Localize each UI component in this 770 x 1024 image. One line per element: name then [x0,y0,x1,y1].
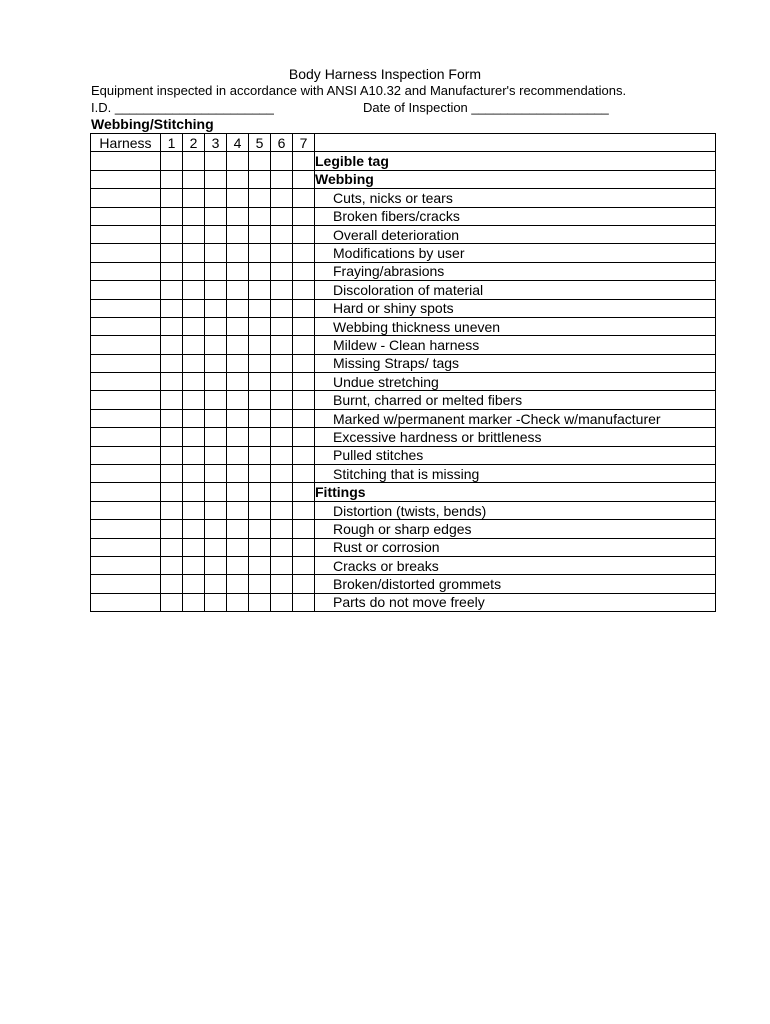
check-cell-6[interactable] [271,556,293,574]
check-cell-5[interactable] [249,593,271,611]
harness-cell[interactable] [91,593,161,611]
check-cell-5[interactable] [249,428,271,446]
check-cell-2[interactable] [183,373,205,391]
check-cell-2[interactable] [183,317,205,335]
table-row [91,428,716,446]
harness-cell[interactable] [91,483,161,501]
inspection-item-label: Cracks or breaks [315,556,716,574]
table-row [91,244,716,262]
header-col-7: 7 [293,134,315,152]
check-cell-2[interactable] [183,391,205,409]
harness-cell[interactable] [91,336,161,354]
check-cell-5[interactable] [249,556,271,574]
check-cell-6[interactable] [271,317,293,335]
harness-cell[interactable] [91,244,161,262]
check-cell-1[interactable] [161,373,183,391]
check-cell-5[interactable] [249,520,271,538]
inspection-item-label: Marked w/permanent marker -Check w/manufacturer [315,409,716,427]
harness-cell[interactable] [91,520,161,538]
check-cell-2[interactable] [183,244,205,262]
check-cell-7[interactable] [293,189,315,207]
check-cell-1[interactable] [161,446,183,464]
check-cell-5[interactable] [249,317,271,335]
check-cell-1[interactable] [161,593,183,611]
check-cell-4[interactable] [227,281,249,299]
check-cell-1[interactable] [161,391,183,409]
header-col-4: 4 [227,134,249,152]
check-cell-4[interactable] [227,189,249,207]
id-field: I.D. ______________________ [91,100,274,115]
check-cell-1[interactable] [161,225,183,243]
harness-cell[interactable] [91,409,161,427]
check-cell-6[interactable] [271,244,293,262]
check-cell-2[interactable] [183,556,205,574]
check-cell-5[interactable] [249,409,271,427]
check-cell-3[interactable] [205,446,227,464]
check-cell-6[interactable] [271,189,293,207]
inspection-item-label: Broken/distorted grommets [315,575,716,593]
inspection-item-label: Webbing thickness uneven [315,317,716,335]
inspection-item-label: Rust or corrosion [315,538,716,556]
check-cell-7[interactable] [293,281,315,299]
check-cell-7[interactable] [293,538,315,556]
check-cell-4[interactable] [227,354,249,372]
check-cell-1[interactable] [161,336,183,354]
check-cell-7[interactable] [293,409,315,427]
check-cell-1[interactable] [161,244,183,262]
check-cell-6[interactable] [271,170,293,188]
check-cell-4[interactable] [227,317,249,335]
check-cell-7[interactable] [293,262,315,280]
check-cell-1[interactable] [161,501,183,519]
check-cell-6[interactable] [271,409,293,427]
check-cell-3[interactable] [205,354,227,372]
check-cell-1[interactable] [161,189,183,207]
check-cell-2[interactable] [183,446,205,464]
check-cell-3[interactable] [205,373,227,391]
check-cell-4[interactable] [227,409,249,427]
check-cell-1[interactable] [161,281,183,299]
check-cell-4[interactable] [227,170,249,188]
check-cell-6[interactable] [271,152,293,170]
check-cell-6[interactable] [271,281,293,299]
harness-cell[interactable] [91,575,161,593]
harness-cell[interactable] [91,281,161,299]
inspection-item-label: Undue stretching [315,373,716,391]
check-cell-3[interactable] [205,299,227,317]
table-row [91,501,716,519]
check-cell-2[interactable] [183,336,205,354]
header-col-2: 2 [183,134,205,152]
inspection-item-label: Excessive hardness or brittleness [315,428,716,446]
check-cell-7[interactable] [293,336,315,354]
inspection-item-label: Mildew - Clean harness [315,336,716,354]
check-cell-6[interactable] [271,465,293,483]
check-cell-1[interactable] [161,428,183,446]
check-cell-3[interactable] [205,575,227,593]
inspection-item-label: Distortion (twists, bends) [315,501,716,519]
check-cell-5[interactable] [249,299,271,317]
check-cell-6[interactable] [271,299,293,317]
check-cell-7[interactable] [293,152,315,170]
table-row [91,373,716,391]
check-cell-5[interactable] [249,354,271,372]
check-cell-4[interactable] [227,428,249,446]
inspection-item-label: Parts do not move freely [315,593,716,611]
check-cell-1[interactable] [161,483,183,501]
check-cell-5[interactable] [249,244,271,262]
table-row [91,152,716,170]
header-item [315,134,716,152]
table-row [91,336,716,354]
check-cell-1[interactable] [161,409,183,427]
check-cell-3[interactable] [205,281,227,299]
check-cell-5[interactable] [249,446,271,464]
check-cell-4[interactable] [227,501,249,519]
check-cell-6[interactable] [271,520,293,538]
check-cell-3[interactable] [205,262,227,280]
harness-cell[interactable] [91,225,161,243]
form-subtitle: Equipment inspected in accordance with ANSI A10.32 and Manufacturer's recommendations. [91,83,627,98]
check-cell-2[interactable] [183,225,205,243]
check-cell-2[interactable] [183,207,205,225]
table-row [91,262,716,280]
table-row [91,556,716,574]
inspection-item-label: Burnt, charred or melted fibers [315,391,716,409]
table-row [91,593,716,611]
check-cell-1[interactable] [161,170,183,188]
table-row [91,483,716,501]
table-row [91,575,716,593]
date-of-inspection-field: Date of Inspection ___________________ [363,100,609,115]
check-cell-1[interactable] [161,354,183,372]
check-cell-7[interactable] [293,501,315,519]
header-harness: Harness [91,134,161,152]
harness-cell[interactable] [91,428,161,446]
check-cell-5[interactable] [249,262,271,280]
inspection-item-label: Overall deterioration [315,225,716,243]
check-cell-2[interactable] [183,520,205,538]
check-cell-2[interactable] [183,354,205,372]
check-cell-3[interactable] [205,170,227,188]
check-cell-1[interactable] [161,299,183,317]
form-title: Body Harness Inspection Form [288,66,482,82]
check-cell-4[interactable] [227,225,249,243]
check-cell-2[interactable] [183,262,205,280]
check-cell-6[interactable] [271,391,293,409]
check-cell-3[interactable] [205,483,227,501]
table-row [91,465,716,483]
check-cell-4[interactable] [227,373,249,391]
check-cell-1[interactable] [161,465,183,483]
check-cell-3[interactable] [205,189,227,207]
header-col-3: 3 [205,134,227,152]
check-cell-6[interactable] [271,262,293,280]
check-cell-7[interactable] [293,391,315,409]
check-cell-3[interactable] [205,317,227,335]
check-cell-3[interactable] [205,428,227,446]
harness-cell[interactable] [91,189,161,207]
table-header-row [91,134,716,152]
harness-cell[interactable] [91,317,161,335]
inspection-item-label: Pulled stitches [315,446,716,464]
check-cell-3[interactable] [205,207,227,225]
harness-cell[interactable] [91,446,161,464]
check-cell-6[interactable] [271,501,293,519]
table-row [91,207,716,225]
check-cell-3[interactable] [205,336,227,354]
check-cell-4[interactable] [227,538,249,556]
harness-cell[interactable] [91,152,161,170]
check-cell-3[interactable] [205,225,227,243]
check-cell-4[interactable] [227,262,249,280]
check-cell-3[interactable] [205,538,227,556]
inspection-item-label: Cuts, nicks or tears [315,189,716,207]
check-cell-5[interactable] [249,575,271,593]
check-cell-7[interactable] [293,483,315,501]
check-cell-7[interactable] [293,593,315,611]
check-cell-5[interactable] [249,538,271,556]
check-cell-6[interactable] [271,354,293,372]
table-row [91,299,716,317]
check-cell-5[interactable] [249,373,271,391]
check-cell-4[interactable] [227,575,249,593]
check-cell-4[interactable] [227,244,249,262]
inspection-item-label: Stitching that is missing [315,465,716,483]
check-cell-5[interactable] [249,207,271,225]
check-cell-5[interactable] [249,189,271,207]
check-cell-3[interactable] [205,593,227,611]
table-row [91,391,716,409]
check-cell-3[interactable] [205,556,227,574]
check-cell-7[interactable] [293,446,315,464]
table-row [91,520,716,538]
check-cell-2[interactable] [183,281,205,299]
check-cell-5[interactable] [249,281,271,299]
check-cell-3[interactable] [205,465,227,483]
check-cell-7[interactable] [293,207,315,225]
check-cell-7[interactable] [293,354,315,372]
check-cell-2[interactable] [183,170,205,188]
check-cell-5[interactable] [249,152,271,170]
harness-cell[interactable] [91,207,161,225]
table-row [91,317,716,335]
section-title: Webbing/Stitching [91,116,214,132]
check-cell-6[interactable] [271,538,293,556]
check-cell-2[interactable] [183,465,205,483]
check-cell-4[interactable] [227,520,249,538]
check-cell-2[interactable] [183,152,205,170]
check-cell-7[interactable] [293,299,315,317]
check-cell-4[interactable] [227,299,249,317]
header-col-6: 6 [271,134,293,152]
harness-cell[interactable] [91,170,161,188]
check-cell-2[interactable] [183,299,205,317]
check-cell-1[interactable] [161,152,183,170]
check-cell-4[interactable] [227,391,249,409]
check-cell-1[interactable] [161,520,183,538]
check-cell-6[interactable] [271,446,293,464]
check-cell-3[interactable] [205,244,227,262]
check-cell-4[interactable] [227,465,249,483]
check-cell-2[interactable] [183,538,205,556]
harness-cell[interactable] [91,262,161,280]
table-row [91,409,716,427]
check-cell-2[interactable] [183,483,205,501]
check-cell-2[interactable] [183,189,205,207]
check-cell-1[interactable] [161,207,183,225]
harness-cell[interactable] [91,501,161,519]
table-row [91,446,716,464]
harness-cell[interactable] [91,373,161,391]
check-cell-7[interactable] [293,170,315,188]
check-cell-4[interactable] [227,556,249,574]
check-cell-2[interactable] [183,575,205,593]
inspection-item-label: Rough or sharp edges [315,520,716,538]
inspection-item-label: Hard or shiny spots [315,299,716,317]
check-cell-5[interactable] [249,501,271,519]
check-cell-7[interactable] [293,373,315,391]
check-cell-7[interactable] [293,556,315,574]
harness-cell[interactable] [91,465,161,483]
check-cell-5[interactable] [249,465,271,483]
category-label: Webbing [315,170,716,188]
check-cell-3[interactable] [205,409,227,427]
check-cell-5[interactable] [249,391,271,409]
header-col-1: 1 [161,134,183,152]
check-cell-1[interactable] [161,317,183,335]
check-cell-7[interactable] [293,244,315,262]
table-row [91,538,716,556]
check-cell-4[interactable] [227,446,249,464]
check-cell-7[interactable] [293,465,315,483]
check-cell-2[interactable] [183,593,205,611]
inspection-item-label: Modifications by user [315,244,716,262]
harness-cell[interactable] [91,299,161,317]
table-row [91,189,716,207]
check-cell-3[interactable] [205,520,227,538]
check-cell-4[interactable] [227,593,249,611]
check-cell-7[interactable] [293,575,315,593]
check-cell-1[interactable] [161,556,183,574]
check-cell-7[interactable] [293,225,315,243]
check-cell-3[interactable] [205,391,227,409]
check-cell-7[interactable] [293,317,315,335]
harness-cell[interactable] [91,354,161,372]
check-cell-7[interactable] [293,428,315,446]
inspection-item-label: Missing Straps/ tags [315,354,716,372]
check-cell-7[interactable] [293,520,315,538]
check-cell-2[interactable] [183,501,205,519]
check-cell-6[interactable] [271,483,293,501]
inspection-item-label: Fraying/abrasions [315,262,716,280]
check-cell-4[interactable] [227,483,249,501]
check-cell-6[interactable] [271,336,293,354]
check-cell-2[interactable] [183,428,205,446]
header-col-5: 5 [249,134,271,152]
check-cell-4[interactable] [227,207,249,225]
check-cell-5[interactable] [249,336,271,354]
check-cell-3[interactable] [205,152,227,170]
check-cell-6[interactable] [271,593,293,611]
check-cell-5[interactable] [249,483,271,501]
table-row [91,281,716,299]
table-row [91,225,716,243]
check-cell-6[interactable] [271,225,293,243]
harness-cell[interactable] [91,391,161,409]
check-cell-6[interactable] [271,207,293,225]
check-cell-2[interactable] [183,409,205,427]
category-label: Legible tag [315,152,716,170]
inspection-item-label: Broken fibers/cracks [315,207,716,225]
inspection-item-label: Discoloration of material [315,281,716,299]
check-cell-4[interactable] [227,152,249,170]
check-cell-6[interactable] [271,373,293,391]
table-row [91,354,716,372]
table-row [91,170,716,188]
check-cell-6[interactable] [271,428,293,446]
harness-cell[interactable] [91,556,161,574]
harness-cell[interactable] [91,538,161,556]
check-cell-1[interactable] [161,575,183,593]
check-cell-4[interactable] [227,336,249,354]
check-cell-6[interactable] [271,575,293,593]
category-label: Fittings [315,483,716,501]
check-cell-1[interactable] [161,538,183,556]
check-cell-3[interactable] [205,501,227,519]
check-cell-1[interactable] [161,262,183,280]
check-cell-5[interactable] [249,170,271,188]
inspection-table [90,133,716,612]
check-cell-5[interactable] [249,225,271,243]
